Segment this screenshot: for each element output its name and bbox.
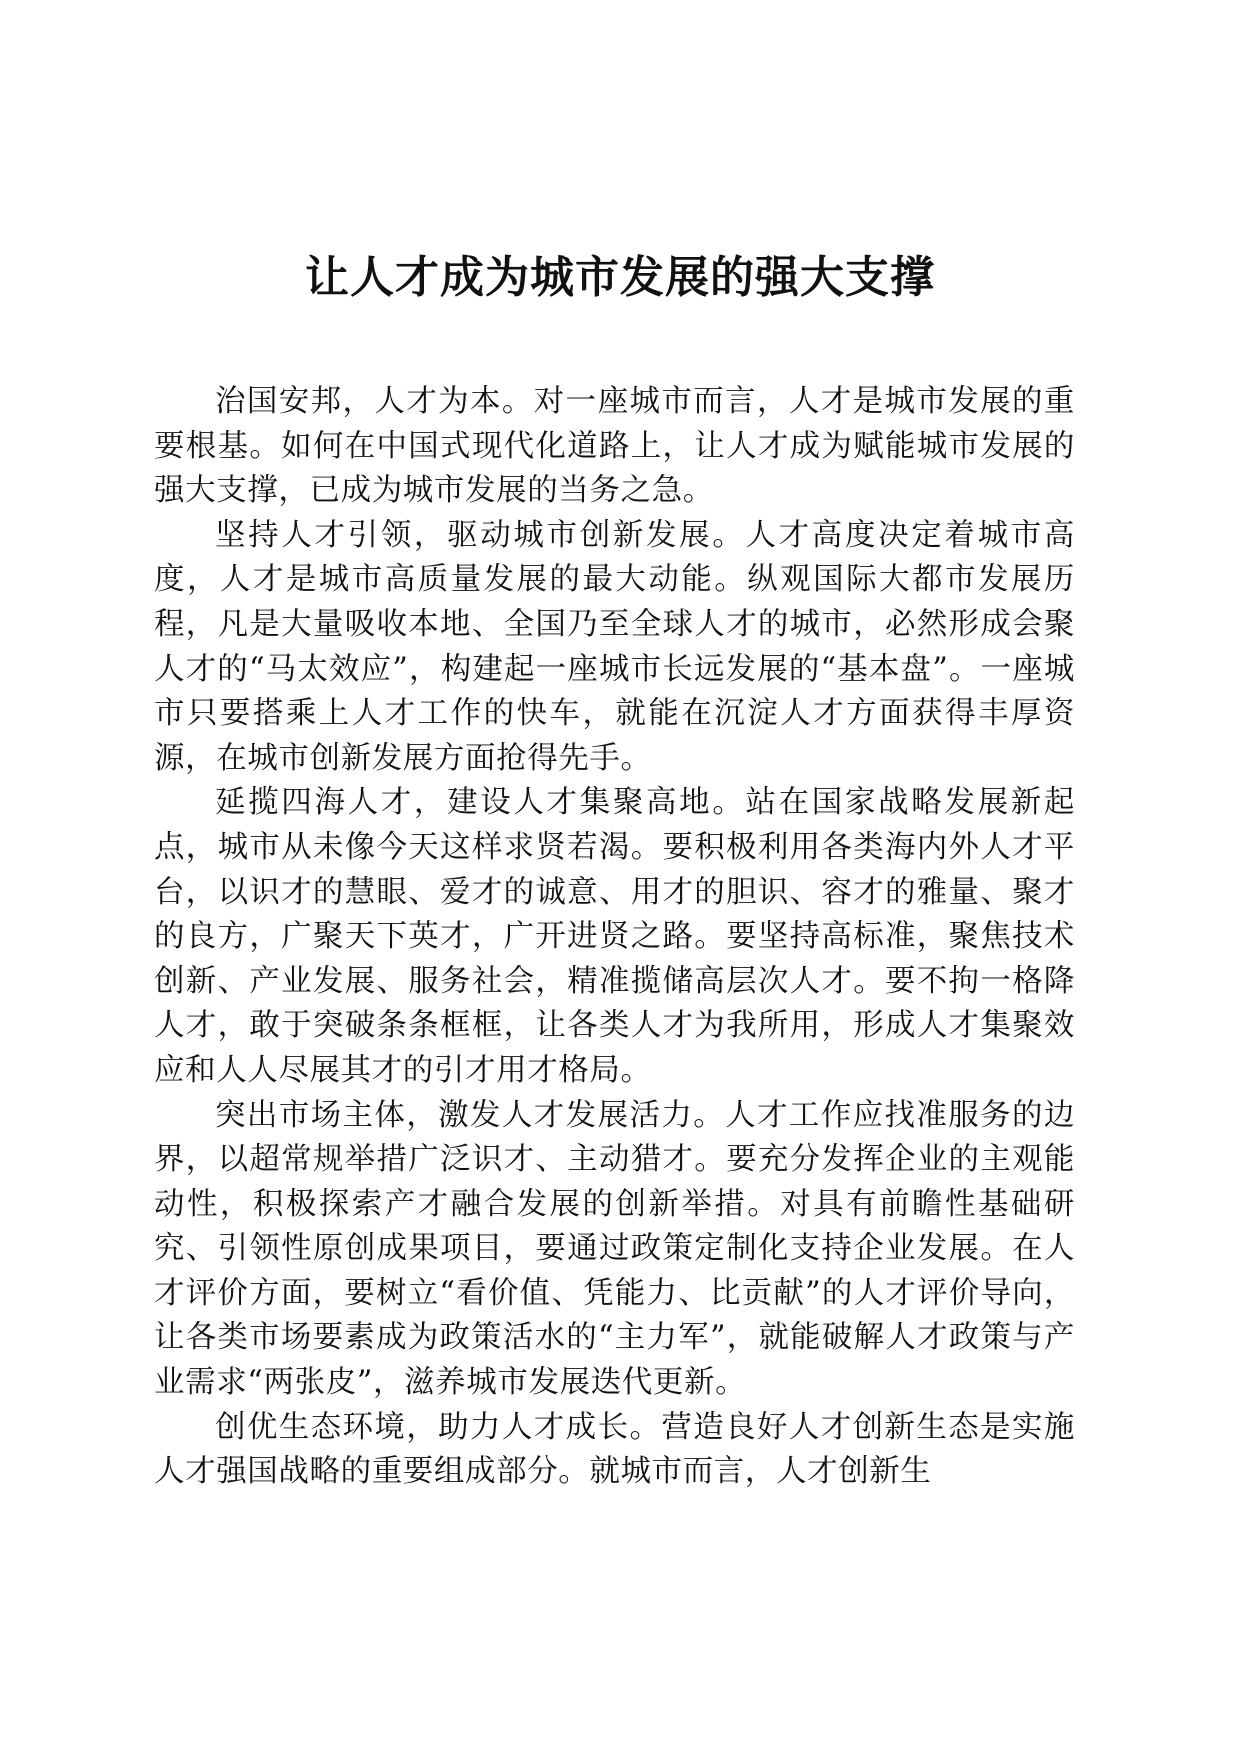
paragraph-2: 坚持人才引领，驱动城市创新发展。人才高度决定着城市高度，人才是城市高质量发展的最大动能。纵观国际大都市发展历程，凡是大量吸收本地、全国乃至全球人才的城市，必然形成会聚人才的“马太效应”，构建起一座城市长远发展的“基本盘”。一座城市只要搭乘上人才工作的快车，就能在沉淀人才方面获得丰厚资源，在城市创新发展方面抢得先手。 [154,517,1075,776]
page-title: 让人才成为城市发展的强大支撑 [305,252,935,303]
article-body [154,380,1075,1495]
paragraph-3: 延揽四海人才，建设人才集聚高地。站在国家战略发展新起点，城市从未像今天这样求贤若渴。要积极利用各类海内外人才平台，以识才的慧眼、爱才的诚意、用才的胆识、容才的雅量、聚才的良方，广聚天下英才，广开进贤之路。要坚持高标准，聚焦技术创新、产业发展、服务社会，精准揽储高层次人才。要不拘一格降人才，敢于突破条条框框，让各类人才为我所用，形成人才集聚效应和人人尽展其才的引才用才格局。 [154,785,1075,1088]
paragraph-1: 治国安邦，人才为本。对一座城市而言，人才是城市发展的重要根基。如何在中国式现代化道路上，让人才成为赋能城市发展的强大支撑，已成为城市发展的当务之急。 [154,384,1075,509]
paragraph-5: 创优生态环境，助力人才成长。营造良好人才创新生态是实施人才强国战略的重要组成部分。就城市而言，人才创新生 [154,1409,1075,1490]
paragraph-4: 突出市场主体，激发人才发展活力。人才工作应找准服务的边界，以超常规举措广泛识才、主动猎才。要充分发挥企业的主观能动性，积极探索产才融合发展的创新举措。对具有前瞻性基础研究、引领性原创成果项目，要通过政策定制化支持企业发展。在人才评价方面，要树立“看价值、凭能力、比贡献”的人才评价导向，让各类市场要素成为政策活水的“主力军”，就能破解人才政策与产业需求“两张皮”，滋养城市发展迭代更新。 [154,1097,1075,1401]
